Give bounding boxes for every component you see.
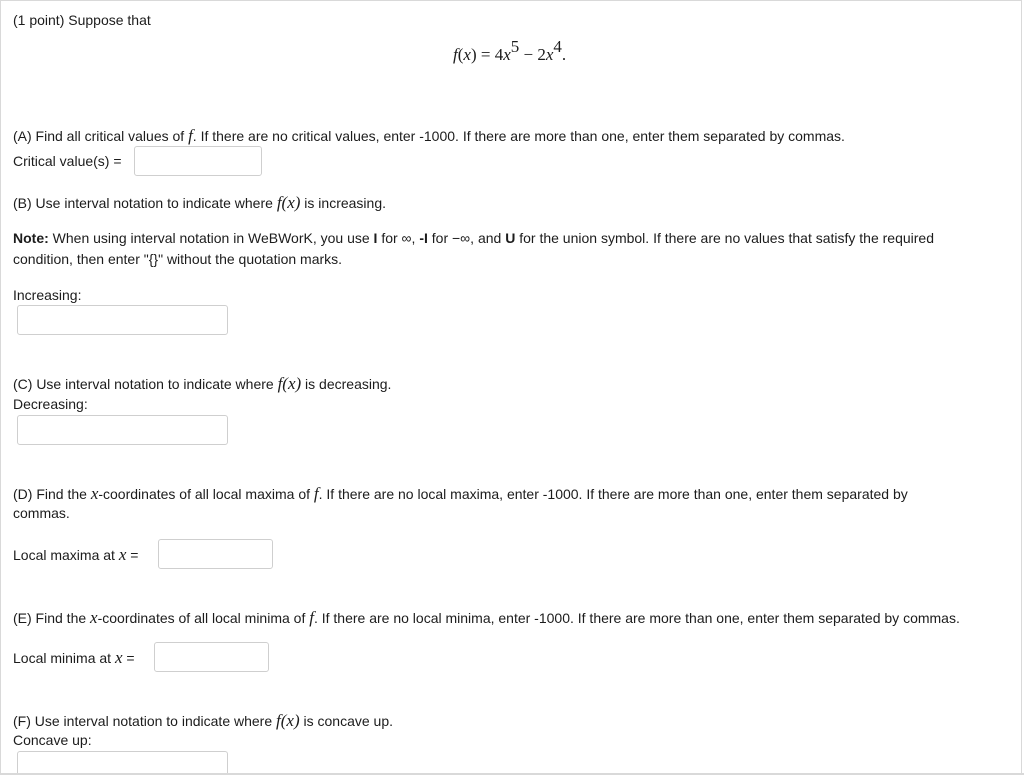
local-minima-input[interactable] [154, 642, 269, 672]
part-c-fx: f(x) [277, 374, 302, 393]
part-e-x: x [90, 608, 98, 627]
eq-arg: (x) [457, 45, 477, 64]
local-maxima-label [13, 545, 138, 565]
part-a-prompt-end: . If there are no critical values, enter -1000. If there are more than one, enter them separated by commas. [192, 128, 845, 144]
part-d-prompt-line-2: commas. [13, 505, 70, 521]
local-maxima-label-end: = [126, 547, 139, 563]
note-line-1 [13, 230, 934, 246]
part-f-prompt [13, 711, 393, 731]
part-e-prompt-mid: -coordinates of all local minima of [97, 610, 310, 626]
increasing-label: Increasing: [13, 287, 82, 303]
decreasing-label: Decreasing: [13, 396, 88, 412]
critical-values-label: Critical value(s) = [13, 153, 122, 169]
note-line-2: condition, then enter "{}" without the quotation marks. [13, 251, 343, 267]
local-maxima-label-start: Local maxima at [13, 547, 119, 563]
part-b-prompt-end: is increasing. [300, 195, 386, 211]
note-t3: for −∞, and [427, 230, 506, 246]
part-e-f: f [309, 608, 314, 627]
local-maxima-input[interactable] [158, 539, 273, 569]
part-f-prompt-start: (F) Use interval notation to indicate where [13, 713, 277, 729]
eq-equals: = 4 [476, 45, 504, 64]
part-f-prompt-end: is concave up. [299, 713, 393, 729]
part-d-prompt [13, 484, 908, 504]
eq-exp1: 5 [510, 37, 520, 56]
eq-end: . [561, 45, 567, 64]
part-d-x: x [90, 484, 99, 503]
local-maxima-label-x: x [118, 545, 127, 564]
part-a-prompt [13, 126, 845, 146]
note-t4: for the union symbol. If there are no values that satisfy the required [515, 230, 935, 246]
part-e-prompt [13, 608, 960, 628]
part-e-prompt-end: . If there are no local minima, enter -1000. If there are more than one, enter them separated by commas. [313, 610, 960, 626]
part-c-prompt-end: is decreasing. [301, 376, 392, 392]
function-equation [453, 37, 567, 65]
note-t2: for ∞, [377, 230, 420, 246]
concave-up-input[interactable] [17, 751, 228, 775]
part-a-prompt-start: (A) Find all critical values of [13, 128, 189, 144]
part-a-f: f [188, 126, 193, 145]
problem-intro: (1 point) Suppose that [13, 12, 151, 28]
part-b-prompt-start: (B) Use interval notation to indicate where [13, 195, 277, 211]
eq-x1: x [503, 45, 511, 64]
note-label: Note: [13, 230, 49, 246]
part-f-fx: f(x) [276, 711, 300, 730]
concave-up-label: Concave up: [13, 732, 92, 748]
part-d-prompt-mid: -coordinates of all local maxima of [98, 486, 314, 502]
eq-exp2: 4 [553, 37, 562, 56]
part-c-prompt-start: (C) Use interval notation to indicate where [13, 376, 278, 392]
note-t1: When using interval notation in WeBWorK, you use [48, 230, 374, 246]
eq-f: f [453, 45, 458, 64]
local-minima-label [13, 648, 135, 668]
part-d-f: f [313, 484, 319, 503]
part-b-prompt [13, 193, 386, 213]
increasing-input[interactable] [17, 305, 228, 335]
part-c-prompt [13, 374, 391, 394]
part-d-prompt-start: (D) Find the [13, 486, 91, 502]
local-minima-label-x: x [114, 648, 123, 667]
note-u: U [505, 230, 516, 246]
eq-minus: − 2 [519, 45, 546, 64]
part-e-prompt-start: (E) Find the [13, 610, 91, 626]
note-neg-i: -I [419, 230, 428, 246]
critical-values-input[interactable] [134, 146, 262, 176]
part-b-fx: f(x) [276, 193, 301, 212]
local-minima-label-start: Local minima at [13, 650, 115, 666]
local-minima-label-end: = [122, 650, 135, 666]
decreasing-input[interactable] [17, 415, 228, 445]
eq-x2: x [545, 45, 554, 64]
note-i: I [373, 230, 378, 246]
part-d-prompt-end: . If there are no local maxima, enter -1000. If there are more than one, enter them separated by [318, 486, 908, 502]
